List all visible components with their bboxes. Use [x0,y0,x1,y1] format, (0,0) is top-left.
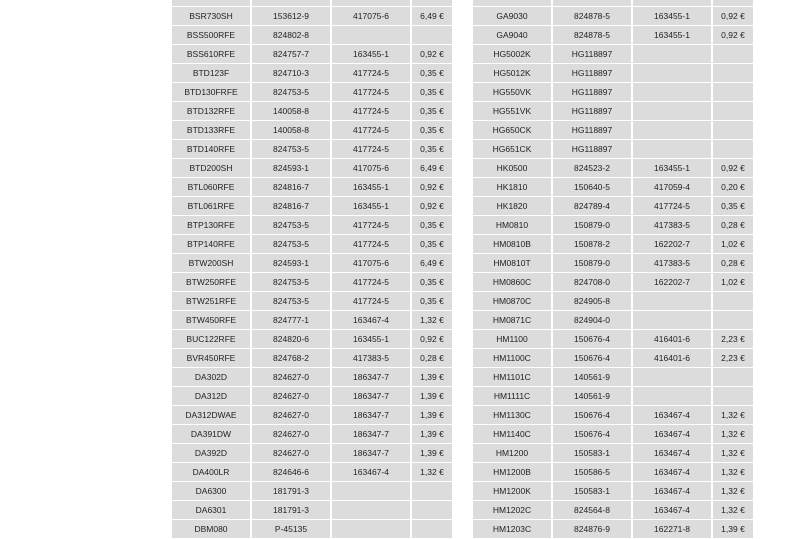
table-row [172,406,452,425]
model-cell: DA391DW [172,425,252,444]
part-number-cell: 824710-3 [252,64,332,83]
spare-part-cell [633,121,713,140]
spare-part-cell: 417383-5 [633,254,713,273]
spare-part-cell [332,0,412,7]
price-cell: 0,28 € [713,254,753,273]
table-row [172,197,452,216]
model-cell: DA312DWAE [172,406,252,425]
table-row-cutoff [172,0,452,7]
spare-part-cell [633,102,713,121]
spare-part-cell: 417383-5 [633,216,713,235]
price-cell: 0,92 € [412,197,452,216]
spare-part-cell [633,311,713,330]
price-cell: 2,23 € [713,349,753,368]
model-cell: DA6301 [172,501,252,520]
price-cell [713,387,753,406]
part-number-cell: 824627-0 [252,368,332,387]
spare-part-cell: 416401-6 [633,349,713,368]
model-cell: BUC122RFE [172,330,252,349]
part-number-cell: 824905-8 [553,292,633,311]
model-cell: HG5002K [473,45,553,64]
spare-part-cell: 417724-5 [332,235,412,254]
table-row [473,520,753,539]
spare-part-cell: 163455-1 [332,330,412,349]
price-cell: 0,28 € [713,216,753,235]
model-cell: BTD200SH [172,159,252,178]
spare-part-cell [633,368,713,387]
price-cell: 0,92 € [412,178,452,197]
model-cell: GA9030 [473,7,553,26]
model-cell: HG551VK [473,102,553,121]
spare-part-cell: 163455-1 [633,159,713,178]
price-cell: 0,35 € [713,197,753,216]
price-cell: 1,32 € [713,482,753,501]
model-cell: HM0810T [473,254,553,273]
spare-part-cell: 163467-4 [633,406,713,425]
spare-part-cell: 162271-8 [633,520,713,539]
price-cell: 2,23 € [713,330,753,349]
part-number-cell: 824564-8 [553,501,633,520]
spare-part-cell: 417724-5 [332,273,412,292]
part-number-cell: 824753-5 [252,140,332,159]
table-row [172,425,452,444]
price-cell [713,64,753,83]
spare-part-cell [332,26,412,45]
part-number-cell: 824757-7 [252,45,332,64]
table-row [473,140,753,159]
part-number-cell: 824627-0 [252,387,332,406]
price-cell [713,140,753,159]
part-number-cell: 824777-1 [252,311,332,330]
table-row [473,216,753,235]
model-cell: HK1820 [473,197,553,216]
part-number-cell: 140058-8 [252,121,332,140]
model-cell: HM1111C [473,387,553,406]
model-cell: BTL060RFE [172,178,252,197]
table-row [473,64,753,83]
part-number-cell: 824820-6 [252,330,332,349]
spare-part-cell: 417075-6 [332,159,412,178]
part-number-cell: HG118897 [553,102,633,121]
spare-part-cell: 417724-5 [332,64,412,83]
price-cell [713,83,753,102]
model-cell: HM1200 [473,444,553,463]
table-row [473,102,753,121]
model-cell: HM1202C [473,501,553,520]
part-number-cell: HG118897 [553,45,633,64]
part-number-cell: HG118897 [553,121,633,140]
price-cell: 1,32 € [412,311,452,330]
price-cell: 1,39 € [412,368,452,387]
table-row [172,387,452,406]
table-row [172,482,452,501]
model-cell: HG5012K [473,64,553,83]
table-row [473,45,753,64]
table-row [172,102,452,121]
spare-part-cell: 417724-5 [332,292,412,311]
price-cell: 1,32 € [713,425,753,444]
model-cell: HG651CK [473,140,553,159]
model-cell: BSS500RFE [172,26,252,45]
table-row [172,254,452,273]
price-cell: 1,32 € [412,463,452,482]
price-cell [713,45,753,64]
spare-part-cell [332,482,412,501]
table-row-cutoff [473,0,753,7]
price-cell: 1,39 € [412,444,452,463]
price-cell: 6,49 € [412,7,452,26]
table-row [473,197,753,216]
part-number-cell: 140561-9 [553,368,633,387]
model-cell: BTD132RFE [172,102,252,121]
model-cell: HM0810B [473,235,553,254]
part-number-cell: 150879-0 [553,216,633,235]
model-cell: HM0860C [473,273,553,292]
part-number-cell: 824878-5 [553,26,633,45]
part-number-cell: 140561-9 [553,387,633,406]
price-cell [713,121,753,140]
spare-part-cell [332,520,412,539]
model-cell: HM1130C [473,406,553,425]
part-number-cell: 824753-5 [252,83,332,102]
table-row [473,482,753,501]
model-cell [172,0,252,7]
table-row [172,216,452,235]
spare-part-cell: 163455-1 [633,7,713,26]
spare-part-cell: 417724-5 [332,102,412,121]
model-cell [473,0,553,7]
model-cell: BTW200SH [172,254,252,273]
model-cell: HM1203C [473,520,553,539]
spare-part-cell: 186347-7 [332,425,412,444]
model-cell: HK0500 [473,159,553,178]
price-cell [412,501,452,520]
table-row [473,501,753,520]
price-cell [412,0,452,7]
model-cell: HG550VK [473,83,553,102]
part-number-cell: 140058-8 [252,102,332,121]
part-number-cell: 824878-5 [553,7,633,26]
spare-part-cell: 162202-7 [633,273,713,292]
price-cell: 1,39 € [412,406,452,425]
model-cell: DA400LR [172,463,252,482]
model-cell: BVR450RFE [172,349,252,368]
table-row [473,26,753,45]
model-cell: HM1140C [473,425,553,444]
parts-table-left [172,0,452,539]
part-number-cell: HG118897 [553,64,633,83]
table-row [473,425,753,444]
part-number-cell: 824789-4 [553,197,633,216]
spare-part-cell: 416401-6 [633,330,713,349]
part-number-cell: 153612-9 [252,7,332,26]
model-cell: HM1101C [473,368,553,387]
part-number-cell: 150586-5 [553,463,633,482]
part-number-cell: 150879-0 [553,254,633,273]
price-cell: 0,92 € [713,159,753,178]
spare-part-cell: 417724-5 [633,197,713,216]
model-cell: BTW250RFE [172,273,252,292]
spare-part-cell: 163467-4 [332,311,412,330]
spare-part-cell: 163455-1 [332,178,412,197]
spare-part-cell: 163455-1 [332,45,412,64]
spare-part-cell: 417724-5 [332,121,412,140]
price-cell: 1,02 € [713,273,753,292]
price-cell: 0,28 € [412,349,452,368]
model-cell: HM0810 [473,216,553,235]
table-row [473,235,753,254]
model-cell: BTL061RFE [172,197,252,216]
table-row [473,330,753,349]
model-cell: BTD140RFE [172,140,252,159]
spare-part-cell: 417075-6 [332,7,412,26]
spare-part-cell [633,292,713,311]
part-number-cell: HG118897 [553,140,633,159]
table-row [172,159,452,178]
model-cell: HM1200B [473,463,553,482]
model-cell: DBM080 [172,520,252,539]
part-number-cell: 824816-7 [252,197,332,216]
table-row [473,273,753,292]
table-row [473,178,753,197]
price-cell: 1,32 € [713,501,753,520]
table-row [172,368,452,387]
price-cell: 0,35 € [412,64,452,83]
part-number-cell: HG118897 [553,83,633,102]
price-cell: 0,92 € [713,7,753,26]
part-number-cell: 824708-0 [553,273,633,292]
part-number-cell: 824627-0 [252,425,332,444]
spare-part-cell: 186347-7 [332,406,412,425]
table-row [172,292,452,311]
table-row [172,235,452,254]
spare-part-cell: 186347-7 [332,368,412,387]
table-row [473,368,753,387]
part-number-cell: 181791-3 [252,482,332,501]
table-row [473,463,753,482]
price-cell [713,292,753,311]
part-number-cell: 824627-0 [252,406,332,425]
model-cell: BSS610RFE [172,45,252,64]
part-number-cell: 150583-1 [553,444,633,463]
part-number-cell: 824627-0 [252,444,332,463]
part-number-cell: 824523-2 [553,159,633,178]
table-row [172,178,452,197]
table-row [172,140,452,159]
table-row [172,7,452,26]
part-number-cell: 824816-7 [252,178,332,197]
part-number-cell: 150878-2 [553,235,633,254]
part-number-cell: 150676-4 [553,406,633,425]
table-row [473,349,753,368]
price-cell: 1,39 € [412,425,452,444]
table-row [172,83,452,102]
price-cell: 1,39 € [713,520,753,539]
part-number-cell: 824646-6 [252,463,332,482]
price-cell [713,368,753,387]
model-cell: HK1810 [473,178,553,197]
spare-part-cell: 417383-5 [332,349,412,368]
table-row [473,311,753,330]
model-cell: HM1200K [473,482,553,501]
price-cell [412,482,452,501]
table-row [172,349,452,368]
spare-part-cell: 186347-7 [332,444,412,463]
price-cell: 0,35 € [412,140,452,159]
part-number-cell: 150676-4 [553,330,633,349]
model-cell: BSR730SH [172,7,252,26]
model-cell: BTW251RFE [172,292,252,311]
price-cell: 0,35 € [412,235,452,254]
model-cell: GA9040 [473,26,553,45]
table-row [172,121,452,140]
model-cell: DA6300 [172,482,252,501]
model-cell: BTD130FRFE [172,83,252,102]
table-row [172,463,452,482]
spare-part-cell: 163455-1 [332,197,412,216]
spare-part-cell: 163467-4 [633,482,713,501]
price-cell [713,102,753,121]
table-row [473,7,753,26]
model-cell: DA302D [172,368,252,387]
part-number-cell: 181791-3 [252,501,332,520]
spare-part-cell: 417059-4 [633,178,713,197]
model-cell: BTD123F [172,64,252,83]
part-number-cell: 150640-5 [553,178,633,197]
spare-part-cell [633,387,713,406]
spare-part-cell [633,0,713,7]
table-row [473,83,753,102]
table-row [172,311,452,330]
spare-part-cell [332,501,412,520]
table-row [172,330,452,349]
model-cell: BTW450RFE [172,311,252,330]
price-cell [412,520,452,539]
spare-part-cell: 417724-5 [332,83,412,102]
price-cell: 0,35 € [412,102,452,121]
spare-part-cell: 163467-4 [633,501,713,520]
table-row [473,406,753,425]
model-cell: DA392D [172,444,252,463]
table-row [473,292,753,311]
spare-part-cell [633,140,713,159]
spare-part-cell: 417075-6 [332,254,412,273]
table-row [172,64,452,83]
table-row [473,254,753,273]
table-row [172,520,452,539]
part-number-cell [252,0,332,7]
price-cell: 0,35 € [412,83,452,102]
spare-part-cell: 186347-7 [332,387,412,406]
price-cell: 1,32 € [713,463,753,482]
table-row [473,159,753,178]
price-cell [713,311,753,330]
spare-part-cell [633,45,713,64]
spare-part-cell: 163455-1 [633,26,713,45]
spare-part-cell: 417724-5 [332,216,412,235]
model-cell: BTP130RFE [172,216,252,235]
spare-part-cell: 163467-4 [633,425,713,444]
table-row [473,387,753,406]
part-number-cell: 824904-0 [553,311,633,330]
part-number-cell: P-45135 [252,520,332,539]
table-row [172,273,452,292]
model-cell: HM0871C [473,311,553,330]
part-number-cell: 824593-1 [252,254,332,273]
part-number-cell: 824753-5 [252,273,332,292]
price-cell: 1,39 € [412,387,452,406]
part-number-cell: 824876-9 [553,520,633,539]
price-cell [713,0,753,7]
price-cell: 0,20 € [713,178,753,197]
spare-part-cell: 163467-4 [633,463,713,482]
spare-part-cell: 163467-4 [633,444,713,463]
spare-part-cell [633,83,713,102]
parts-table-right [473,0,753,539]
part-number-cell: 150583-1 [553,482,633,501]
price-cell: 1,02 € [713,235,753,254]
model-cell: HG650CK [473,121,553,140]
spare-part-cell [633,64,713,83]
price-cell [412,26,452,45]
part-number-cell: 824593-1 [252,159,332,178]
price-cell: 1,32 € [713,406,753,425]
part-number-cell: 824753-5 [252,216,332,235]
price-cell: 0,92 € [412,45,452,64]
model-cell: DA312D [172,387,252,406]
price-cell: 6,49 € [412,159,452,178]
part-number-cell: 824802-8 [252,26,332,45]
price-cell: 0,35 € [412,292,452,311]
model-cell: BTP140RFE [172,235,252,254]
price-cell: 6,49 € [412,254,452,273]
price-cell: 0,35 € [412,216,452,235]
model-cell: HM1100C [473,349,553,368]
spare-part-cell: 162202-7 [633,235,713,254]
part-number-cell: 150676-4 [553,349,633,368]
table-row [473,121,753,140]
table-row [172,45,452,64]
spare-part-cell: 163467-4 [332,463,412,482]
model-cell: HM1100 [473,330,553,349]
part-number-cell: 824768-2 [252,349,332,368]
part-number-cell: 824753-5 [252,235,332,254]
part-number-cell [553,0,633,7]
table-row [172,444,452,463]
price-cell: 0,35 € [412,121,452,140]
part-number-cell: 824753-5 [252,292,332,311]
price-cell: 1,32 € [713,444,753,463]
table-row [172,26,452,45]
table-row [172,501,452,520]
price-cell: 0,92 € [412,330,452,349]
table-row [473,444,753,463]
part-number-cell: 150676-4 [553,425,633,444]
spare-part-cell: 417724-5 [332,140,412,159]
price-cell: 0,92 € [713,26,753,45]
model-cell: HM0870C [473,292,553,311]
price-cell: 0,35 € [412,273,452,292]
model-cell: BTD133RFE [172,121,252,140]
